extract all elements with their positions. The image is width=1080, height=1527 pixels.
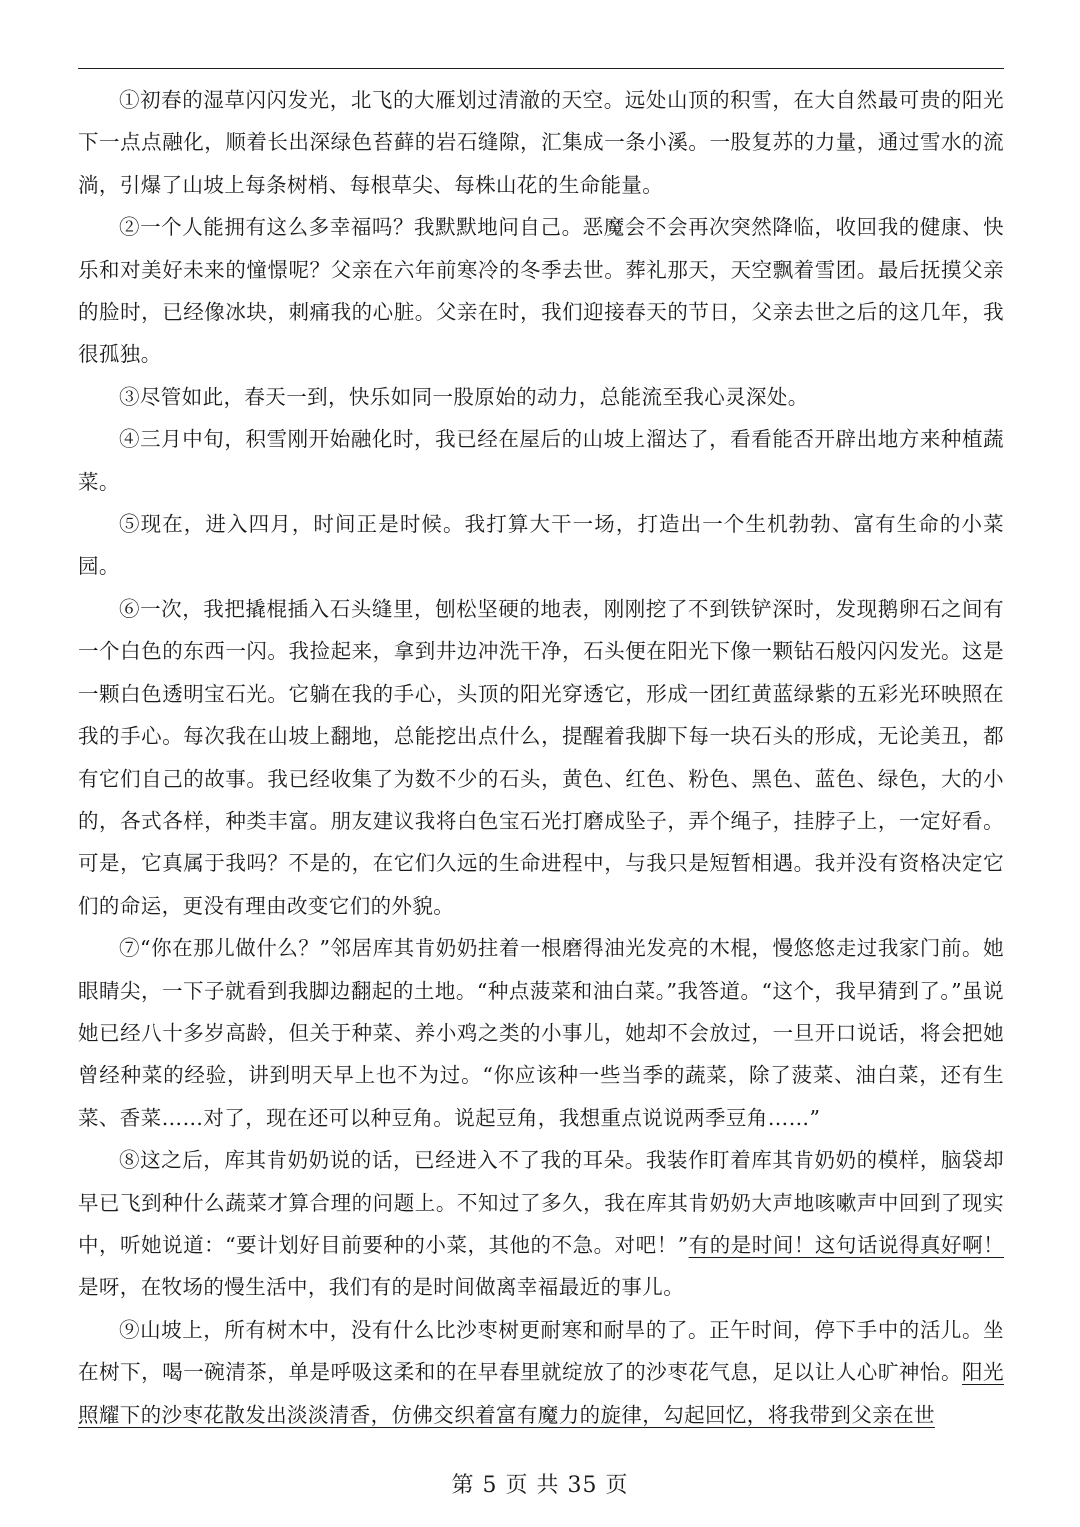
page-number: 5 — [482, 1473, 498, 1498]
paragraph-8-tail: 是呀，在牧场的慢生活中，我们有的是时间做离幸福最近的事儿。 — [78, 1275, 685, 1300]
underlined-sentence-2: 阳光照耀下的沙枣花散发出淡淡清香，仿佛交织着富有魔力的旋律，勾起回忆，将我带到父亲在世 — [78, 1360, 1004, 1427]
article-body — [78, 79, 1004, 1436]
paragraph-2: ②一个人能拥有这么多幸福吗？我默默地问自己。恶魔会不会再次突然降临，收回我的健康、快乐和对美好未来的憧憬呢？父亲在六年前寒冷的冬季去世。葬礼那天，天空飘着雪团。最后抚摸父亲的脸时，已经像冰块，刺痛我的心脏。父亲在时，我们迎接春天的节日，父亲去世之后的这几年，我很孤独。 — [78, 215, 1004, 367]
paragraph-7: ⑦“你在那儿做什么？”邻居库其肯奶奶拄着一根磨得油光发亮的木棍，慢悠悠走过我家门前。她眼睛尖，一下子就看到我脚边翻起的土地。“种点菠菜和油白菜。”我答道。“这个，我早猜到了。”虽说她已经八十多岁高龄，但关于种菜、养小鸡之类的小事儿，她却不会放过，一旦开口说话，将会把她曾经种菜的经验，讲到明天早上也不为过。“你应该种一些当季的蔬菜，除了菠菜、油白菜，还有生菜、香菜……对了，现在还可以种豆角。说起豆角，我想重点说说两季豆角……” — [78, 936, 1004, 1130]
paragraph-8-text: ⑧这之后，库其肯奶奶说的话，已经进入不了我的耳朵。我装作盯着库其肯奶奶的模样，脑袋却早已飞到种什么蔬菜才算合理的问题上。不知过了多久，我在库其肯奶奶大声地咳嗽声中回到了现实中，听她说道：“要计划好目前要种的小菜，其他的不急。对吧！” — [78, 1148, 1004, 1257]
paragraph-4: ④三月中旬，积雪刚开始融化时，我已经在屋后的山坡上溜达了，看看能否开辟出地方来种植蔬菜。 — [78, 427, 1004, 494]
footer-page-prefix: 第 — [451, 1473, 475, 1498]
footer-page-unit: 页 — [505, 1473, 529, 1498]
header-rule — [78, 68, 1004, 69]
paragraph-1: ①初春的湿草闪闪发光，北飞的大雁划过清澈的天空。远处山顶的积雪，在大自然最可贵的阳光下一点点融化，顺着长出深绿色苔藓的岩石缝隙，汇集成一条小溪。一股复苏的力量，通过雪水的流淌，引爆了山坡上每条树梢、每根草尖、每株山花的生命能量。 — [78, 88, 1004, 197]
paragraph-6: ⑥一次，我把撬棍插入石头缝里，刨松坚硬的地表，刚刚挖了不到铁铲深时，发现鹅卵石之间有一个白色的东西一闪。我捡起来，拿到井边冲洗干净，石头便在阳光下像一颗钻石般闪闪发光。这是一颗白色透明宝石光。它躺在我的手心，头顶的阳光穿透它，形成一团红黄蓝绿紫的五彩光环映照在我的手心。每次我在山坡上翻地，总能挖出点什么，提醒着我脚下每一块石头的形成，无论美丑，都有它们自己的故事。我已经收集了为数不少的石头，黄色、红色、粉色、黑色、蓝色、绿色，大的小的，各式各样，种类丰富。朋友建议我将白色宝石光打磨成坠子，弄个绳子，挂脖子上，一定好看。可是，它真属于我吗？不是的，在它们久远的生命进程中，与我只是短暂相遇。我并没有资格决定它们的命运，更没有理由改变它们的外貌。 — [78, 596, 1004, 918]
paragraph-3: ③尽管如此，春天一到，快乐如同一股原始的动力，总能流至我心灵深处。 — [119, 384, 809, 409]
page-footer — [0, 1468, 1080, 1499]
footer-total-prefix: 共 — [536, 1473, 560, 1498]
underlined-sentence-1: 有的是时间！这句话说得真好啊！ — [688, 1232, 1004, 1257]
paragraph-9-text: ⑨山坡上，所有树木中，没有什么比沙枣树更耐寒和耐旱的了。正午时间，停下手中的活儿。坐在树下，喝一碗清茶，单是呼吸这柔和的在早春里就绽放了的沙枣花气息，足以让人心旷神怡。 — [78, 1317, 1004, 1385]
paragraph-5: ⑤现在，进入四月，时间正是时候。我打算大干一场，打造出一个生机勃勃、富有生命的小菜园。 — [78, 512, 1004, 579]
paragraph-9 — [78, 1309, 1004, 1436]
footer-total-unit: 页 — [605, 1473, 629, 1498]
paragraph-8 — [78, 1139, 1004, 1309]
total-pages: 35 — [567, 1473, 598, 1498]
